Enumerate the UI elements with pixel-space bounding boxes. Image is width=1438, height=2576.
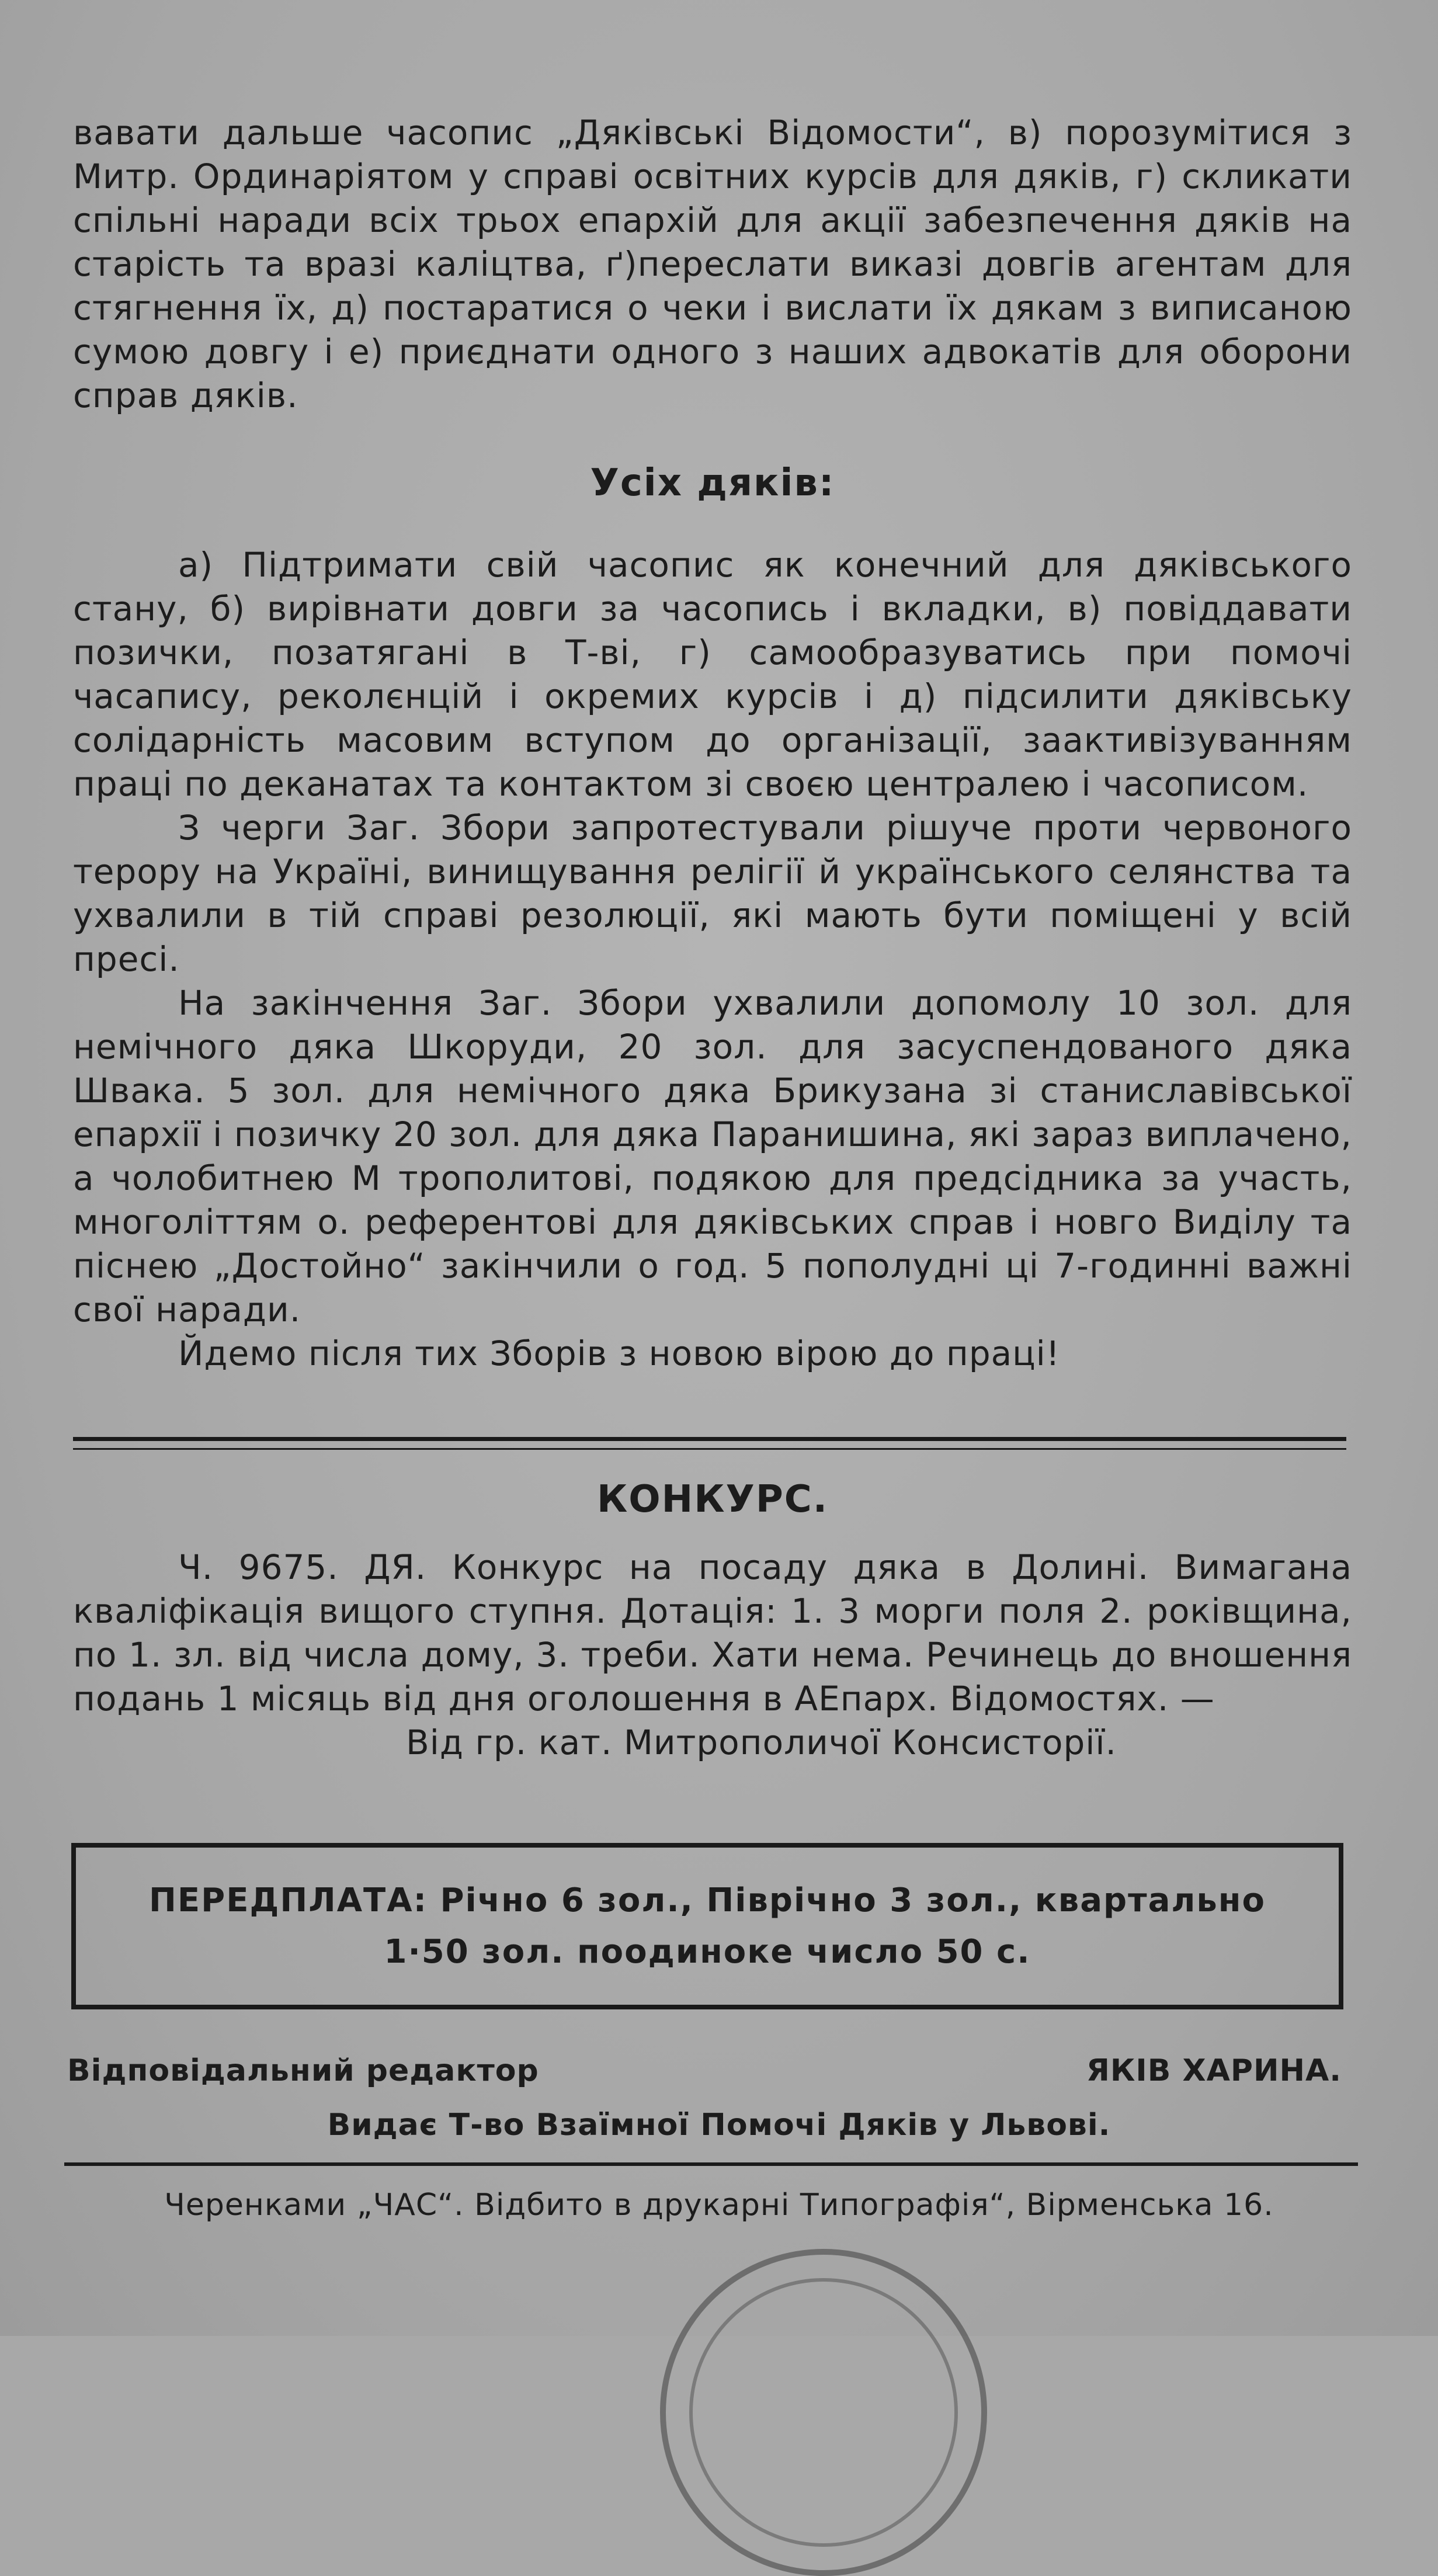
konkurs-heading: КОНКУРС. bbox=[596, 1478, 829, 1521]
divider-single bbox=[64, 2162, 1358, 2166]
editor-label: Відповідальний редактор bbox=[67, 2053, 539, 2088]
divider-double bbox=[73, 1437, 1346, 1450]
section-heading: Усіх дяків: bbox=[590, 461, 835, 505]
ink-stamp bbox=[660, 2249, 987, 2576]
section-paragraph: З черги Заг. Збори запротестували рішуче проти червоного терору на Україні, винищування релігії й українського селянства та ухвалили в тій справі резолюції, які мають бути поміщені у всій пресі. bbox=[73, 808, 1352, 979]
konkurs-section bbox=[73, 1478, 1352, 1765]
section-heading-wrap bbox=[73, 461, 1352, 505]
top-paragraph: вавати дальше часопис „Дяківські Відомости“, в) порозумітися з Митр. Ординаріятом у справі освітних курсів для дяків, г) скликати спільні наради всіх трьох епархій для акції забезпечення дяків на старість та вразі каліцтва, ґ)переслати виказі довгів агентам для стягнення їх, д) постаратися о чеки і вислати їх дякам з виписаною сумою довгу і е) приєднати одного з наших адвокатів для оборони справ дяків. bbox=[73, 113, 1352, 415]
editor-name: ЯКІВ ХАРИНА. bbox=[1086, 2053, 1342, 2088]
section-paragraph: а) Підтримати свій часопис як конечний для дяківського стану, б) вирівнати довги за часопись і вкладки, в) повіддавати позички, позатягані в Т-ві, г) самообразуватись при помочі часапису, реколєнцій і окремих курсів і д) підсилити дяківську солідарність масовим вступом до організації, заактивізуванням праці по деканатах та контактом зі своєю централею і часописом. bbox=[73, 545, 1352, 804]
publisher-line: Видає Т-во Взаїмної Помочі Дяків у Львові. bbox=[327, 2108, 1111, 2143]
konkurs-body: Ч. 9675. ДЯ. Конкурс на посаду дяка в Долині. Вимагана кваліфікація вищого ступня. Дотація: 1. 3 морги поля 2. роківщина, по 1. зл. від числа дому, 3. треби. Хати нема. Речинець до вношення подань 1 місяць від дня оголошення в АЕпарх. Відомостях. — bbox=[73, 1547, 1352, 1719]
printer-line: Черенками „ЧАС“. Відбито в друкарні Типографія“, Вірменська 16. bbox=[164, 2188, 1274, 2223]
konkurs-signature: Від гр. кат. Митрополичої Консисторії. bbox=[406, 1723, 1117, 1762]
subscription-text bbox=[135, 1875, 1280, 1978]
subscription-label: ПЕРЕДПЛАТА bbox=[149, 1881, 414, 1919]
subscription-box bbox=[71, 1843, 1343, 2009]
section-paragraph: На закінчення Заг. Збори ухвалили допомолу 10 зол. для немічного дяка Шкоруди, 20 зол. для засуспендованого дяка Швака. 5 зол. для немічного дяка Брикузана зі станиславівської епархії і позичку 20 зол. для дяка Паранишина, які зараз виплачено, а чолобитнею М трополитові, подякою для предсідника за участь, многоліттям о. референтові для дяківських справ і новго Виділу та піснею „Достойно“ закінчили о год. 5 пополудні ці 7-годинні важні свої наради. bbox=[73, 983, 1352, 1329]
section-paragraph: Йдемо після тих Зборів з новою вірою до праці! bbox=[178, 1334, 1061, 1373]
top-section bbox=[73, 111, 1352, 418]
subscription-details: : Річно 6 зол., Піврічно 3 зол., квартально 1·50 зол. поодиноке число 50 с. bbox=[384, 1881, 1266, 1971]
section-body bbox=[73, 543, 1352, 1376]
